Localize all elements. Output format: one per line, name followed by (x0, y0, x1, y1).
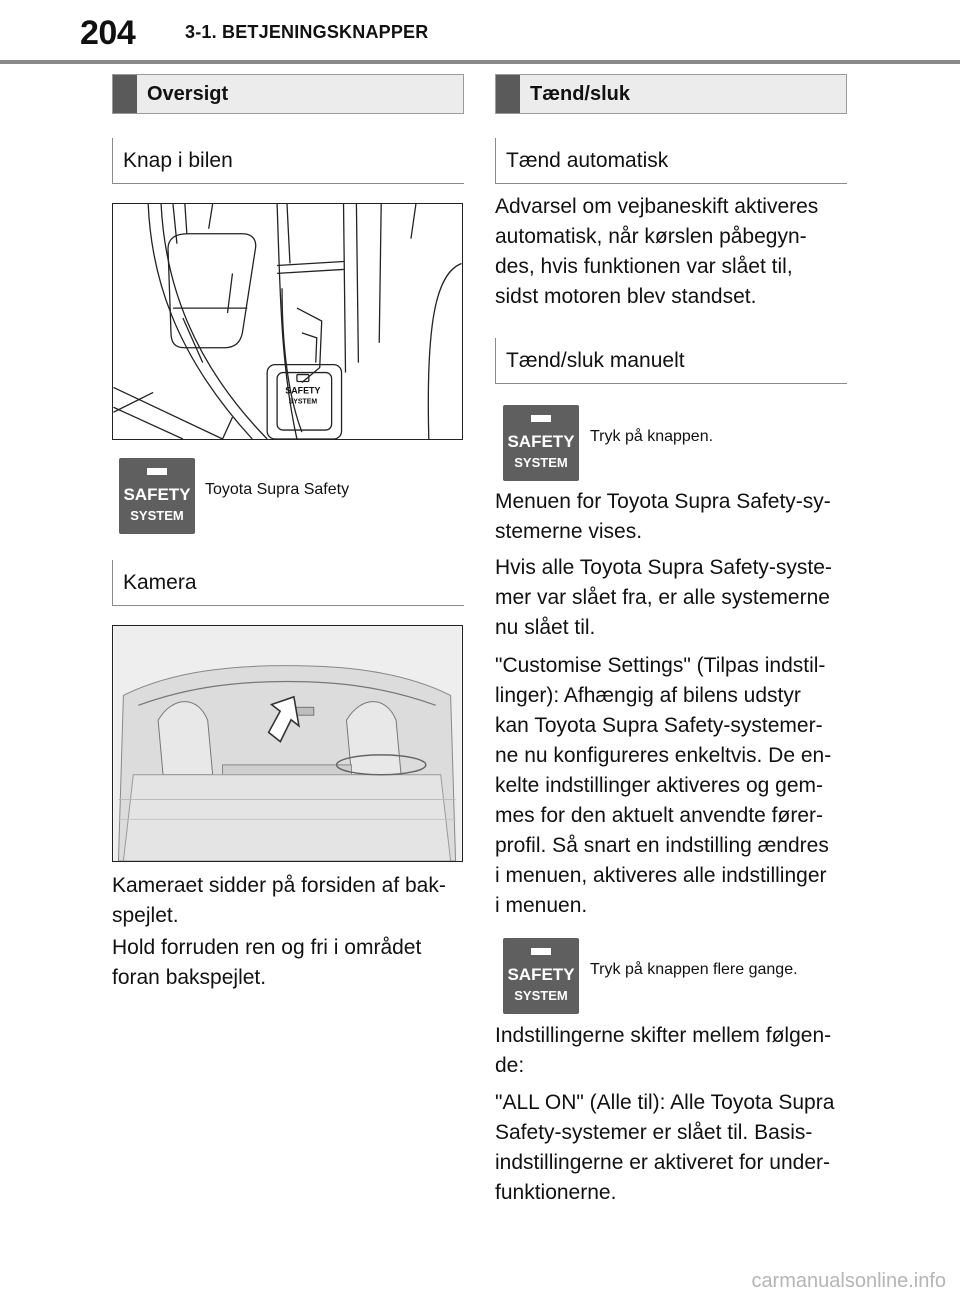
button-label-line1: SAFETY (285, 385, 321, 396)
badge-line1: SAFETY (507, 432, 575, 451)
subhead-text: Knap i bilen (123, 148, 233, 172)
badge-caption: Toyota Supra Safety (205, 481, 350, 498)
safety-system-badge (503, 938, 579, 1014)
text-line: Advarsel om vejbaneskift aktiveres (495, 195, 819, 218)
console-illustration (113, 204, 462, 439)
text-line: Kameraet sidder på forsiden af bak- (112, 874, 446, 897)
paragraph-customise-settings (495, 651, 865, 921)
page-number: 204 (80, 14, 136, 52)
paragraph-menu-shown (495, 487, 865, 547)
paragraph-settings-cycle (495, 1021, 865, 1081)
paragraph-all-on (495, 1088, 865, 1208)
subhead-kamera (112, 560, 464, 606)
text-line: ne nu konfigureres enkeltvis. De en- (495, 744, 832, 767)
section-marker (113, 75, 137, 113)
badge-line2: SYSTEM (130, 508, 184, 523)
header-rule (0, 60, 960, 64)
section-title: Tænd/sluk (530, 82, 631, 105)
figure-camera (112, 625, 463, 862)
text-line: Indstillingerne skifter mellem følgen- (495, 1024, 832, 1047)
badge-line1: SAFETY (123, 485, 191, 504)
paragraph-camera-location (112, 871, 472, 931)
safety-system-icon (503, 405, 579, 481)
text-line: Menuen for Toyota Supra Safety-sy- (495, 490, 831, 513)
chapter-title: 3-1. BETJENINGSKNAPPER (185, 22, 429, 42)
text-line: foran bakspejlet. (112, 966, 267, 989)
text-line: Hvis alle Toyota Supra Safety-syste- (495, 556, 832, 579)
text-line: i menuen. (495, 894, 588, 917)
badge-caption-press: Tryk på knappen. (590, 428, 714, 445)
text-line: kan Toyota Supra Safety-systemer- (495, 714, 823, 737)
text-line: spejlet. (112, 904, 179, 927)
subhead-text: Tænd/sluk manuelt (506, 348, 685, 372)
text-line: mer var slået fra, er alle systemerne (495, 586, 830, 609)
text-line: i menuen, aktiveres alle indstillinger (495, 864, 827, 887)
subhead-knap-i-bilen (112, 138, 464, 184)
subhead-taend-automatisk (495, 138, 847, 184)
subhead-text: Tænd automatisk (506, 148, 669, 172)
text-line: profil. Så snart en indstilling ændres (495, 834, 829, 857)
badge-caption-press-repeatedly: Tryk på knappen flere gange. (590, 961, 798, 978)
text-line: des, hvis funktionen var slået til, (495, 255, 793, 278)
section-title: Oversigt (147, 82, 229, 105)
badge-line1: SAFETY (507, 965, 575, 984)
text-line: Safety-systemer er slået til. Basis- (495, 1121, 813, 1144)
safety-system-icon (119, 458, 195, 534)
text-line: "Customise Settings" (Tilpas indstil- (495, 654, 826, 677)
section-bar-oversigt (112, 74, 464, 114)
safety-system-icon (503, 938, 579, 1014)
badge-line2: SYSTEM (514, 988, 568, 1003)
text-line: indstillingerne er aktiveret for under- (495, 1151, 830, 1174)
subhead-taend-sluk-manuelt (495, 338, 847, 384)
section-marker (496, 75, 520, 113)
text-line: stemerne vises. (495, 520, 643, 543)
camera-illustration (113, 626, 462, 861)
section-bar-taend-sluk (495, 74, 847, 114)
paragraph-keep-windshield-clean (112, 933, 472, 993)
text-line: mes for den aktuelt anvendte fører- (495, 804, 823, 827)
text-line: de: (495, 1054, 525, 1077)
paragraph-all-off (495, 553, 865, 643)
text-line: automatisk, når kørslen påbegyn- (495, 225, 807, 248)
text-line: funktionerne. (495, 1181, 617, 1204)
figure-button-in-car (112, 203, 463, 440)
watermark: carmanualsonline.info (751, 1270, 946, 1292)
badge-line2: SYSTEM (514, 455, 568, 470)
paragraph-auto-activation (495, 192, 855, 312)
safety-system-badge (119, 458, 195, 534)
text-line: Hold forruden ren og fri i området (112, 936, 422, 959)
text-line: linger): Afhængig af bilens udstyr (495, 684, 801, 707)
safety-system-badge (503, 405, 579, 481)
text-line: nu slået til. (495, 616, 596, 639)
subhead-text: Kamera (123, 570, 197, 594)
text-line: sidst motoren blev standset. (495, 285, 757, 308)
text-line: "ALL ON" (Alle til): Alle Toyota Supra (495, 1091, 835, 1114)
text-line: kelte indstillinger aktiveres og gem- (495, 774, 823, 797)
button-label-line2: SYSTEM (288, 398, 318, 406)
